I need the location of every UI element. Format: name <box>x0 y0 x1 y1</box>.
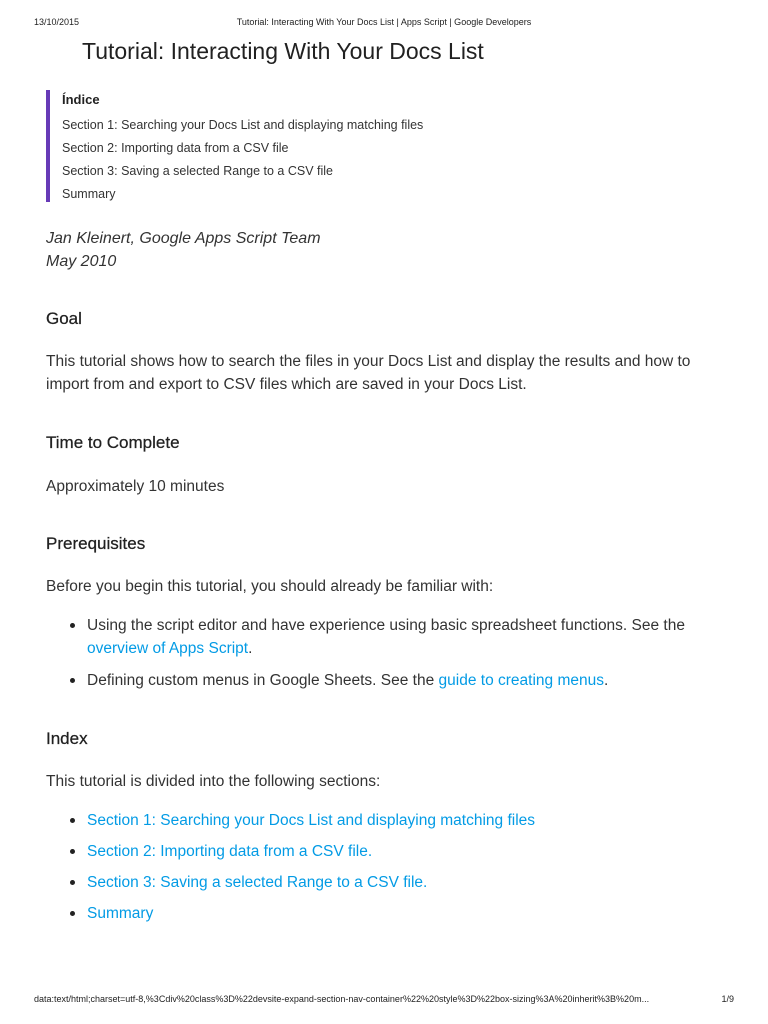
table-of-contents <box>46 90 566 202</box>
list-item <box>46 902 726 925</box>
index-link-section-1[interactable]: Section 1: Searching your Docs List and displaying matching files <box>87 812 536 829</box>
index-intro: This tutorial is divided into the following sections: <box>46 773 381 790</box>
author-block <box>46 227 321 273</box>
time-heading: Time to Complete <box>46 433 180 452</box>
index-link-section-2[interactable]: Section 2: Importing data from a CSV file. <box>87 843 373 860</box>
prereq-item-2-text: Defining custom menus in Google Sheets. See the <box>87 672 439 689</box>
print-document-title: Tutorial: Interacting With Your Docs List | Apps Script | Google Developers <box>236 17 532 27</box>
page-title: Tutorial: Interacting With Your Docs List <box>82 38 484 64</box>
prerequisites-intro: Before you begin this tutorial, you should already be familiar with: <box>46 578 494 595</box>
overview-apps-script-link[interactable]: overview of Apps Script <box>87 640 249 657</box>
toc-item-section-1[interactable]: Section 1: Searching your Docs List and displaying matching files <box>62 118 424 132</box>
time-text: Approximately 10 minutes <box>46 478 225 495</box>
toc-title: Índice <box>62 92 100 107</box>
list-item <box>46 809 726 832</box>
toc-item-summary[interactable]: Summary <box>62 187 116 201</box>
index-list <box>46 809 726 925</box>
toc-list <box>62 114 566 206</box>
print-source-url: data:text/html;charset=utf-8,%3Cdiv%20class%3D%22devsite-expand-section-nav-container%22%20style%3D%22box-sizing%3A%20inherit%3B%20m... <box>34 994 650 1004</box>
print-date: 13/10/2015 <box>34 17 80 27</box>
index-link-summary[interactable]: Summary <box>87 905 154 922</box>
prereq-item-1-end: . <box>248 640 253 657</box>
print-header <box>34 17 734 29</box>
list-item <box>46 871 726 894</box>
bullet-icon <box>70 911 75 916</box>
bullet-icon <box>70 849 75 854</box>
index-heading: Index <box>46 729 88 748</box>
list-item <box>46 669 726 692</box>
index-link-section-3[interactable]: Section 3: Saving a selected Range to a CSV file. <box>87 874 428 891</box>
print-footer <box>34 994 734 1006</box>
prerequisites-heading: Prerequisites <box>46 534 146 553</box>
bullet-icon <box>70 623 75 628</box>
toc-item-section-3[interactable]: Section 3: Saving a selected Range to a CSV file <box>62 164 333 178</box>
author-name: Jan Kleinert, Google Apps Script Team <box>46 230 321 247</box>
prereq-item-1-text: Using the script editor and have experience using basic spreadsheet functions. See the <box>87 617 685 634</box>
bullet-icon <box>70 880 75 885</box>
guide-creating-menus-link[interactable]: guide to creating menus <box>438 672 604 689</box>
page-number: 1/9 <box>721 994 734 1004</box>
author-date: May 2010 <box>46 253 117 270</box>
list-item <box>46 614 726 660</box>
bullet-icon <box>70 678 75 683</box>
prereq-item-2-end: . <box>603 672 609 689</box>
goal-heading: Goal <box>46 309 82 328</box>
list-item <box>46 840 726 863</box>
goal-text: This tutorial shows how to search the files in your Docs List and display the results and how to import from and export to CSV files which are saved in your Docs List. <box>46 353 691 393</box>
prerequisites-list <box>46 614 726 692</box>
toc-item-section-2[interactable]: Section 2: Importing data from a CSV file <box>62 141 289 155</box>
bullet-icon <box>70 818 75 823</box>
